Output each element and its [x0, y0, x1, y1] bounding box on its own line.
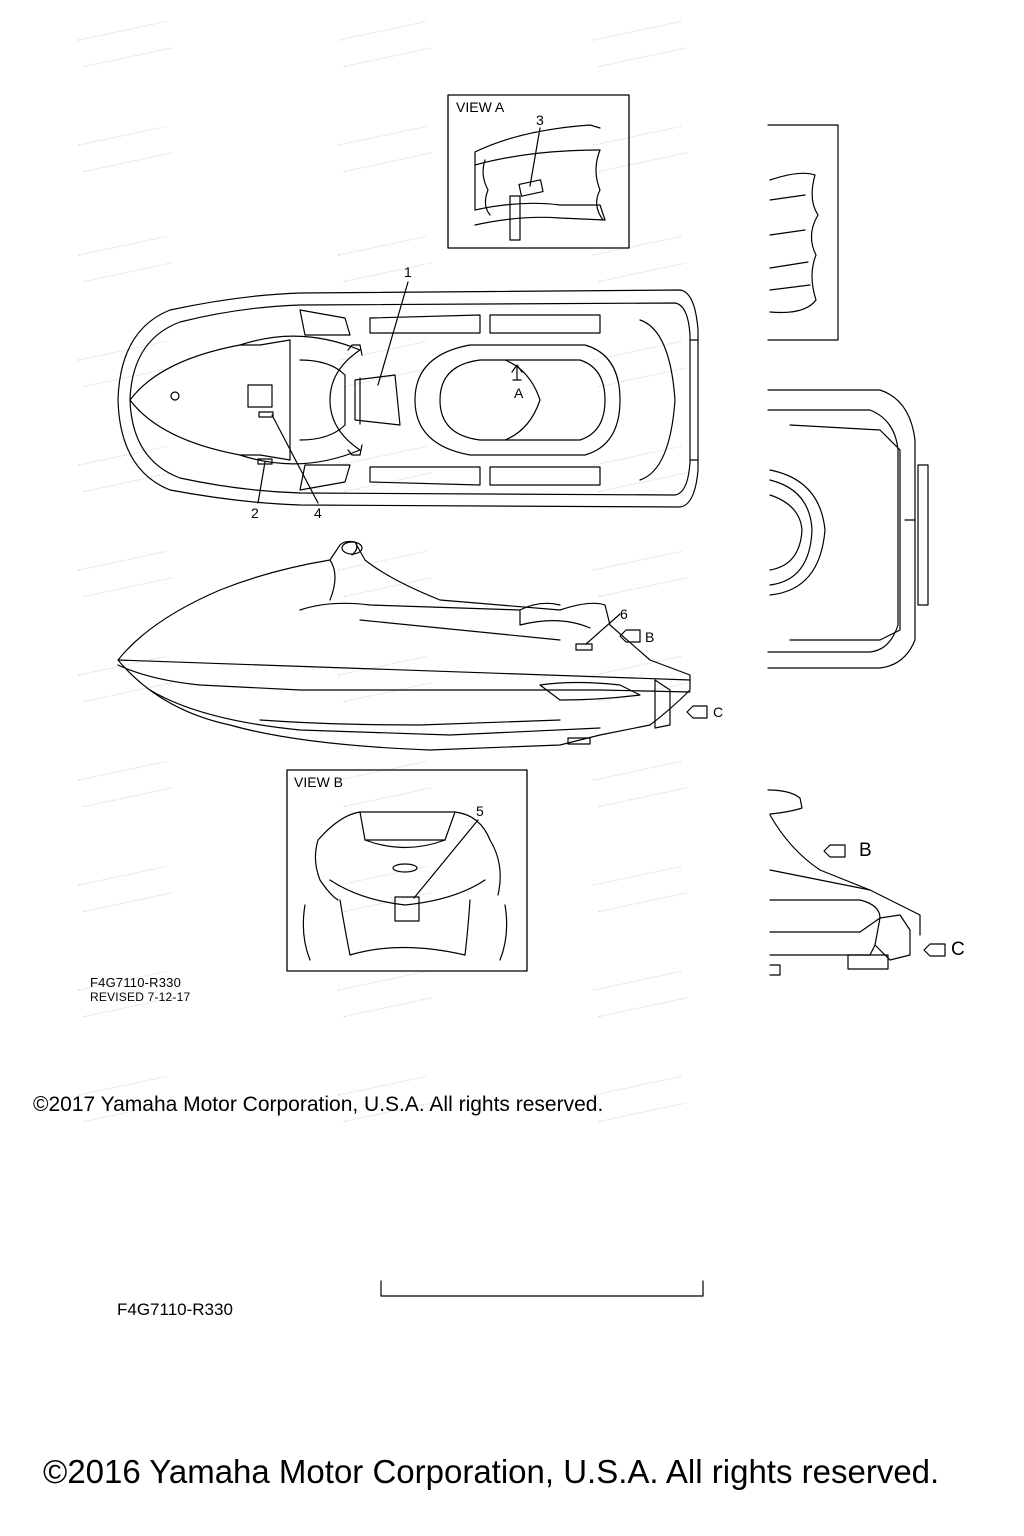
view-b-inset — [287, 770, 527, 971]
view-b-label: VIEW B — [294, 774, 344, 790]
callout-1: 1 — [404, 264, 412, 280]
callout-2: 2 — [251, 505, 259, 521]
direction-marker-c: C — [713, 704, 724, 720]
right-partial-view-middle — [768, 390, 928, 668]
callout-6: 6 — [620, 606, 628, 622]
right-partial-view-top — [768, 125, 838, 340]
part-code: F4G7110-R330 — [90, 975, 182, 990]
callout-4: 4 — [314, 505, 322, 521]
watercraft-top-view — [118, 282, 698, 507]
bottom-bracket — [381, 1281, 703, 1296]
watercraft-side-view — [118, 541, 707, 750]
callout-5: 5 — [476, 803, 484, 819]
direction-marker-a: A — [514, 385, 524, 401]
view-a-label: VIEW A — [456, 99, 505, 115]
direction-marker-b: B — [645, 629, 655, 645]
copyright-2017: ©2017 Yamaha Motor Corporation, U.S.A. All rights reserved. — [33, 1093, 604, 1116]
direction-marker-b-large: B — [859, 840, 872, 861]
direction-marker-c-large: C — [951, 939, 965, 960]
right-partial-view-bottom — [768, 790, 945, 975]
copyright-2016: ©2016 Yamaha Motor Corporation, U.S.A. All rights reserved. — [43, 1453, 940, 1490]
revision-note: REVISED 7-12-17 — [90, 990, 191, 1004]
part-code-lower: F4G7110-R330 — [117, 1300, 233, 1319]
callout-3: 3 — [536, 112, 544, 128]
